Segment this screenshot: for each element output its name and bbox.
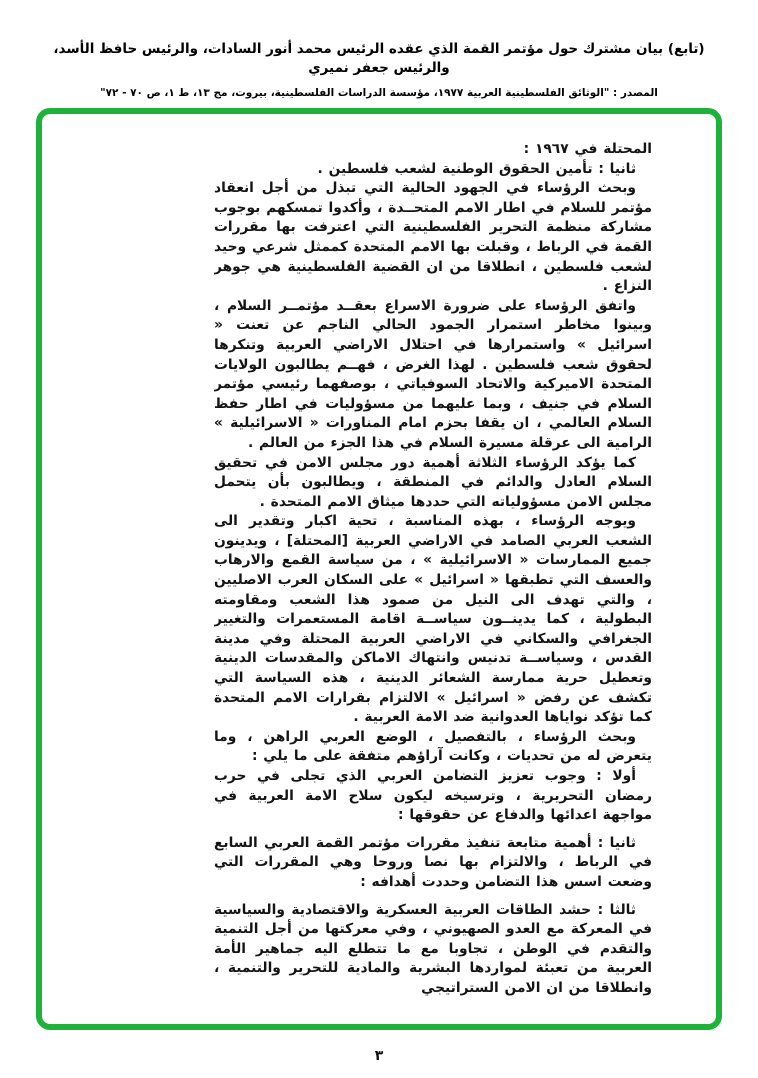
body-paragraph: واتفق الرؤساء على ضرورة الاسراع بعقــد مؤتمــر السلام ، وبينوا مخاطر استمرار الجمود الحالي الناجم عن تعنت « اسرائيل » واستمرارها في احتلال الاراضي العربية وتنكرها لحقوق شعب فلسطين . لهذا الغرض ، فهــم يطالبون الولايات المتحدة الاميركية والاتحاد السوفياتي ، بوصفهما رئيسي مؤتمر السلام في جنيف ، وبما عليهما من مسؤوليات في اطار حفظ السلام العالمي ، ان يقفا بحزم امام المناورات « الاسرائيلية » الرامية الى عرقلة مسيرة السلام في هذا الجزء من العالم . (214, 297, 652, 451)
document-title: (تابع) بيان مشترك حول مؤتمر القمة الذي عقده الرئيس محمد أنور السادات، والرئيس حافظ الأسد، والرئيس جعفر نميري (53, 41, 705, 76)
body-paragraph: وبحث الرؤساء ، بالتفصيل ، الوضع العربي الراهن ، وما يتعرض له من تحديات ، وكانت آراؤهم متفقة على ما يلي : (214, 728, 652, 765)
body-paragraph: كما يؤكد الرؤساء الثلاثة أهمية دور مجلس الامن في تحقيق السلام العادل والدائم في المنطقة ، ويطالبون بأن يتحمل مجلس الامن مسؤولياته التي حددها ميثاق الامم المتحدة . (214, 454, 652, 510)
body-paragraph: المحتلة في ١٩٦٧ : (523, 141, 652, 157)
body-paragraph: ثالثا : حشد الطاقات العربية العسكرية والاقتصادية والسياسية في المعركة مع العدو الصهيوني ، وفي معركتها من أجل التنمية والتقدم في الوطن ، تجاوبا مع ما تتطلع اليه جماهير الأمة العربية من تعبئة لمواردها البشرية والمادية للتحرير والتنمية ، وانطلاقا من ان الامن الستراتيجي (214, 901, 652, 996)
page-footer (0, 1048, 758, 1064)
body-paragraph: ثانيا : أهمية متابعة تنفيذ مقررات مؤتمر القمة العربي السابع في الرباط ، والالتزام بها نصا وروحا وهي المقررات التي وضعت اسس هذا التضامن وحددت أهدافه : (214, 834, 652, 890)
document-body (214, 140, 652, 999)
body-paragraph: ويوجه الرؤساء ، بهذه المناسبة ، تحية اكبار وتقدير الى الشعب العربي الصامد في الاراضي العربية [المحتلة] ، ويدينون جميع الممارسات « الاسرائيلية » ، من سياسة القمع والارهاب والعسف التي تطبقها « اسرائيل » على السكان العرب الاصليين ، والتي تهدف الى النيل من صمود هذا الشعب ومقاومته البطولية ، كما يدينــون سياســة اقامة المستعمرات والتغيير الجغرافي والسكاني في الاراضي العربية المحتلة وفي مدينة القدس ، وسياســة تدنيس وانتهاك الاماكن والمقدسات الدينية وتعطيل حرية ممارسة الشعائر الدينية ، هذه السياسة التي تكشف عن رفض « اسرائيل » الالتزام بقرارات الامم المتحدة كما تؤكد نواياها العدوانية ضد الامة العربية . (214, 513, 652, 726)
document-source-citation: المصدر : "الوثائق الفلسطينية العربية ١٩٧٧، مؤسسة الدراسات الفلسطينية، بيروت، مج ١٣، ط ١، ص ٧٠ - ٧٢" (100, 86, 658, 99)
page-number: ٣ (374, 1048, 384, 1064)
body-paragraph: ثانيا : تأمين الحقوق الوطنية لشعب فلسطين . (317, 160, 636, 177)
body-paragraph: أولا : وجوب تعزيز التضامن العربي الذي تجلى في حرب رمضان التحريرية ، وترسيخه ليكون سلاح الامة العربية في مواجهة اعدائها والدفاع عن حقوقها : (214, 768, 652, 824)
body-paragraph: وبحث الرؤساء في الجهود الحالية التي تبذل من أجل انعقاد مؤتمر للسلام في اطار الامم المتحــدة ، وأكدوا تمسكهم بوجوب مشاركة منظمة التحرير الفلسطينية التي اعترفت بها مقررات القمة في الرباط ، وقبلت بها الامم المتحدة كممثل شرعي وحيد لشعب فلسطين ، انطلاقا من ان القضية الفلسطينية هي جوهر النزاع . (214, 180, 652, 295)
page-header (0, 40, 758, 99)
